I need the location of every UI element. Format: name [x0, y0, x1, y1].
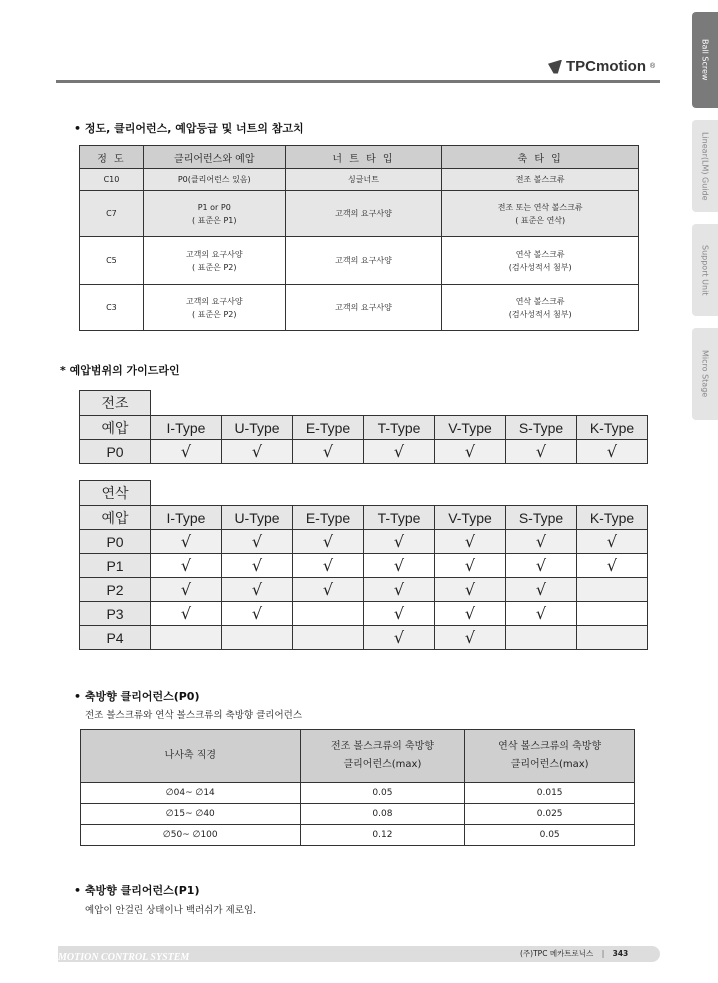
- check-mark-icon: √: [464, 604, 476, 623]
- preload-row: [80, 554, 648, 578]
- table-row: [80, 191, 639, 237]
- section1-title: • 정도, 클리어런스, 예압등급 및 너트의 참고치: [74, 122, 304, 135]
- header-line: 클리어런스(max): [510, 759, 589, 770]
- diameter-cell: ∅04~ ∅14: [81, 783, 301, 804]
- col-header: [300, 730, 465, 783]
- tab-ball-screw[interactable]: [692, 12, 718, 108]
- preload-cell: P0(클리어런스 있음): [143, 169, 285, 191]
- shaft-cell: [442, 285, 639, 331]
- check-cell: [577, 554, 648, 578]
- table-row: [80, 285, 639, 331]
- type-header: I-Type: [151, 416, 222, 440]
- preload-row: [80, 626, 648, 650]
- check-cell: [293, 578, 364, 602]
- axial-clearance-table: [80, 729, 635, 846]
- preload-grade-cell: P4: [80, 626, 151, 650]
- preload-line: 고객의 요구사양: [185, 249, 243, 259]
- logo-mark-icon: [548, 60, 562, 74]
- preload-cell: [143, 285, 285, 331]
- check-mark-icon: √: [535, 556, 547, 575]
- check-cell: [293, 626, 364, 650]
- check-mark-icon: √: [393, 580, 405, 599]
- preload-row: [80, 602, 648, 626]
- col-header: 정 도: [80, 146, 144, 169]
- check-mark-icon: √: [464, 532, 476, 551]
- nut-cell: 고객의 요구사양: [285, 285, 442, 331]
- check-cell: [435, 554, 506, 578]
- check-cell: [506, 440, 577, 464]
- col-header: 너 트 타 입: [285, 146, 442, 169]
- section4-text: 예압이 안걸린 상태이나 백러쉬가 제로임.: [85, 905, 257, 916]
- footer-slogan: MOTION CONTROL SYSTEM: [58, 952, 190, 963]
- check-cell: [222, 602, 293, 626]
- preload-grade-cell: P3: [80, 602, 151, 626]
- tab-micro-stage[interactable]: [692, 328, 718, 420]
- type-header: E-Type: [293, 506, 364, 530]
- check-mark-icon: √: [180, 604, 192, 623]
- table-row: [80, 169, 639, 191]
- check-mark-icon: √: [535, 532, 547, 551]
- nut-cell: 싱글너트: [285, 169, 442, 191]
- rolled-clearance-cell: 0.05: [300, 783, 465, 804]
- rolled-clearance-cell: 0.12: [300, 825, 465, 846]
- logo-text: TPCmotion: [566, 58, 646, 75]
- preload-row: [80, 578, 648, 602]
- preload-line: ( 표준은 P2): [192, 262, 237, 272]
- shaft-line: 연삭 볼스크류: [515, 249, 565, 259]
- check-cell: [151, 602, 222, 626]
- section4-title: • 축방향 클리어런스(P1): [74, 884, 200, 897]
- check-mark-icon: √: [393, 442, 405, 461]
- check-mark-icon: √: [251, 442, 263, 461]
- shaft-line: ( 표준은 연삭): [515, 215, 566, 225]
- header-rule: [56, 80, 660, 83]
- footer-info: [520, 948, 628, 959]
- nut-cell: 고객의 요구사양: [285, 191, 442, 237]
- check-mark-icon: √: [322, 556, 334, 575]
- check-mark-icon: √: [393, 604, 405, 623]
- table-row: [81, 783, 635, 804]
- header-line: 클리어런스(max): [343, 759, 422, 770]
- blank-cell: [151, 481, 648, 506]
- check-cell: [151, 554, 222, 578]
- check-mark-icon: √: [606, 532, 618, 551]
- nut-cell: 고객의 요구사양: [285, 237, 442, 285]
- tab-support-unit[interactable]: [692, 224, 718, 316]
- check-cell: [364, 578, 435, 602]
- check-cell: [293, 530, 364, 554]
- check-mark-icon: √: [251, 532, 263, 551]
- table-row: [81, 825, 635, 846]
- check-mark-icon: √: [251, 580, 263, 599]
- preload-grade-cell: P0: [80, 530, 151, 554]
- type-header: T-Type: [364, 416, 435, 440]
- shaft-cell: [442, 237, 639, 285]
- check-mark-icon: √: [251, 556, 263, 575]
- check-cell: [364, 554, 435, 578]
- type-header: I-Type: [151, 506, 222, 530]
- preload-col-label: 예압: [80, 416, 151, 440]
- check-mark-icon: √: [393, 532, 405, 551]
- check-cell: [364, 530, 435, 554]
- type-header: V-Type: [435, 416, 506, 440]
- blank-cell: [151, 391, 648, 416]
- diameter-cell: ∅15~ ∅40: [81, 804, 301, 825]
- grade-cell: C3: [80, 285, 144, 331]
- col-header: 클리어런스와 예압: [143, 146, 285, 169]
- section3-subtitle: 전조 볼스크류와 연삭 볼스크류의 축방향 클리어런스: [85, 710, 302, 721]
- shaft-cell: [442, 191, 639, 237]
- type-header: E-Type: [293, 416, 364, 440]
- preload-row: [80, 440, 648, 464]
- preload-grade-cell: P0: [80, 440, 151, 464]
- check-cell: [293, 602, 364, 626]
- check-cell: [577, 440, 648, 464]
- check-mark-icon: √: [464, 628, 476, 647]
- preload-cell: [143, 191, 285, 237]
- brand-logo: [548, 58, 655, 75]
- check-mark-icon: √: [251, 604, 263, 623]
- check-mark-icon: √: [464, 442, 476, 461]
- preload-col-label: 예압: [80, 506, 151, 530]
- check-cell: [435, 578, 506, 602]
- type-header: T-Type: [364, 506, 435, 530]
- page-number: 343: [612, 949, 629, 958]
- logo-reg: ®: [650, 63, 656, 70]
- precision-table: [79, 145, 639, 331]
- section3-title: • 축방향 클리어런스(P0): [74, 690, 200, 703]
- type-header: K-Type: [577, 416, 648, 440]
- type-header: U-Type: [222, 506, 293, 530]
- ground-clearance-cell: 0.015: [465, 783, 635, 804]
- check-cell: [151, 626, 222, 650]
- check-cell: [435, 530, 506, 554]
- check-cell: [151, 440, 222, 464]
- ground-clearance-cell: 0.025: [465, 804, 635, 825]
- check-cell: [293, 554, 364, 578]
- check-mark-icon: √: [606, 442, 618, 461]
- check-cell: [577, 578, 648, 602]
- check-cell: [364, 602, 435, 626]
- check-cell: [506, 602, 577, 626]
- preload-line: ( 표준은 P2): [192, 309, 237, 319]
- check-cell: [435, 602, 506, 626]
- diameter-cell: ∅50~ ∅100: [81, 825, 301, 846]
- check-mark-icon: √: [393, 556, 405, 575]
- rolled-label: 전조: [80, 391, 151, 416]
- check-mark-icon: √: [180, 442, 192, 461]
- check-cell: [506, 626, 577, 650]
- check-mark-icon: √: [606, 556, 618, 575]
- preload-line: ( 표준은 P1): [192, 215, 237, 225]
- check-cell: [506, 530, 577, 554]
- check-cell: [222, 530, 293, 554]
- check-cell: [435, 440, 506, 464]
- grade-cell: C10: [80, 169, 144, 191]
- shaft-line: (검사성적서 첨부): [508, 309, 572, 319]
- ground-clearance-cell: 0.05: [465, 825, 635, 846]
- check-cell: [222, 440, 293, 464]
- check-mark-icon: √: [322, 442, 334, 461]
- preload-row: [80, 530, 648, 554]
- table-row: [81, 804, 635, 825]
- rolled-preload-table: [79, 390, 648, 464]
- check-mark-icon: √: [180, 556, 192, 575]
- check-cell: [577, 602, 648, 626]
- check-cell: [293, 440, 364, 464]
- check-mark-icon: √: [464, 556, 476, 575]
- shaft-cell: 전조 볼스크류: [442, 169, 639, 191]
- check-mark-icon: √: [535, 442, 547, 461]
- check-cell: [364, 626, 435, 650]
- check-mark-icon: √: [535, 604, 547, 623]
- check-mark-icon: √: [464, 580, 476, 599]
- table-row: [80, 237, 639, 285]
- preload-cell: [143, 237, 285, 285]
- check-mark-icon: √: [322, 532, 334, 551]
- shaft-line: (검사성적서 첨부): [508, 262, 572, 272]
- ground-preload-table: [79, 480, 648, 650]
- type-header: S-Type: [506, 416, 577, 440]
- footer-company: (주)TPC 메카트로닉스: [520, 949, 594, 958]
- grade-cell: C7: [80, 191, 144, 237]
- check-cell: [435, 626, 506, 650]
- tab-label: Linear(LM) Guide: [700, 131, 710, 201]
- check-cell: [222, 554, 293, 578]
- footer-divider: |: [601, 949, 605, 958]
- rolled-clearance-cell: 0.08: [300, 804, 465, 825]
- type-header: U-Type: [222, 416, 293, 440]
- check-cell: [151, 530, 222, 554]
- check-mark-icon: √: [180, 580, 192, 599]
- check-cell: [506, 578, 577, 602]
- check-mark-icon: √: [535, 580, 547, 599]
- preload-grade-cell: P1: [80, 554, 151, 578]
- col-header: [465, 730, 635, 783]
- col-header: 축 타 입: [442, 146, 639, 169]
- tab-linear-guide[interactable]: [692, 120, 718, 212]
- type-header: V-Type: [435, 506, 506, 530]
- check-cell: [577, 530, 648, 554]
- check-cell: [577, 626, 648, 650]
- check-cell: [222, 626, 293, 650]
- type-header: K-Type: [577, 506, 648, 530]
- preload-line: P1 or P0: [197, 202, 231, 212]
- check-mark-icon: √: [180, 532, 192, 551]
- check-mark-icon: √: [322, 580, 334, 599]
- check-cell: [151, 578, 222, 602]
- section2-title: * 예압범위의 가이드라인: [60, 364, 180, 377]
- ground-label: 연삭: [80, 481, 151, 506]
- check-cell: [506, 554, 577, 578]
- header-line: 연삭 볼스크류의 축방향: [498, 741, 602, 752]
- preload-line: 고객의 요구사양: [185, 296, 243, 306]
- shaft-line: 전조 또는 연삭 볼스크류: [497, 202, 583, 212]
- check-cell: [222, 578, 293, 602]
- tab-label: Micro Stage: [700, 350, 710, 398]
- header-line: 전조 볼스크류의 축방향: [330, 741, 434, 752]
- type-header: S-Type: [506, 506, 577, 530]
- check-mark-icon: √: [393, 628, 405, 647]
- tab-label: Ball Screw: [700, 39, 710, 81]
- grade-cell: C5: [80, 237, 144, 285]
- shaft-line: 연삭 볼스크류: [515, 296, 565, 306]
- preload-grade-cell: P2: [80, 578, 151, 602]
- col-header: 나사축 직경: [81, 730, 301, 783]
- tab-label: Support Unit: [700, 244, 710, 296]
- check-cell: [364, 440, 435, 464]
